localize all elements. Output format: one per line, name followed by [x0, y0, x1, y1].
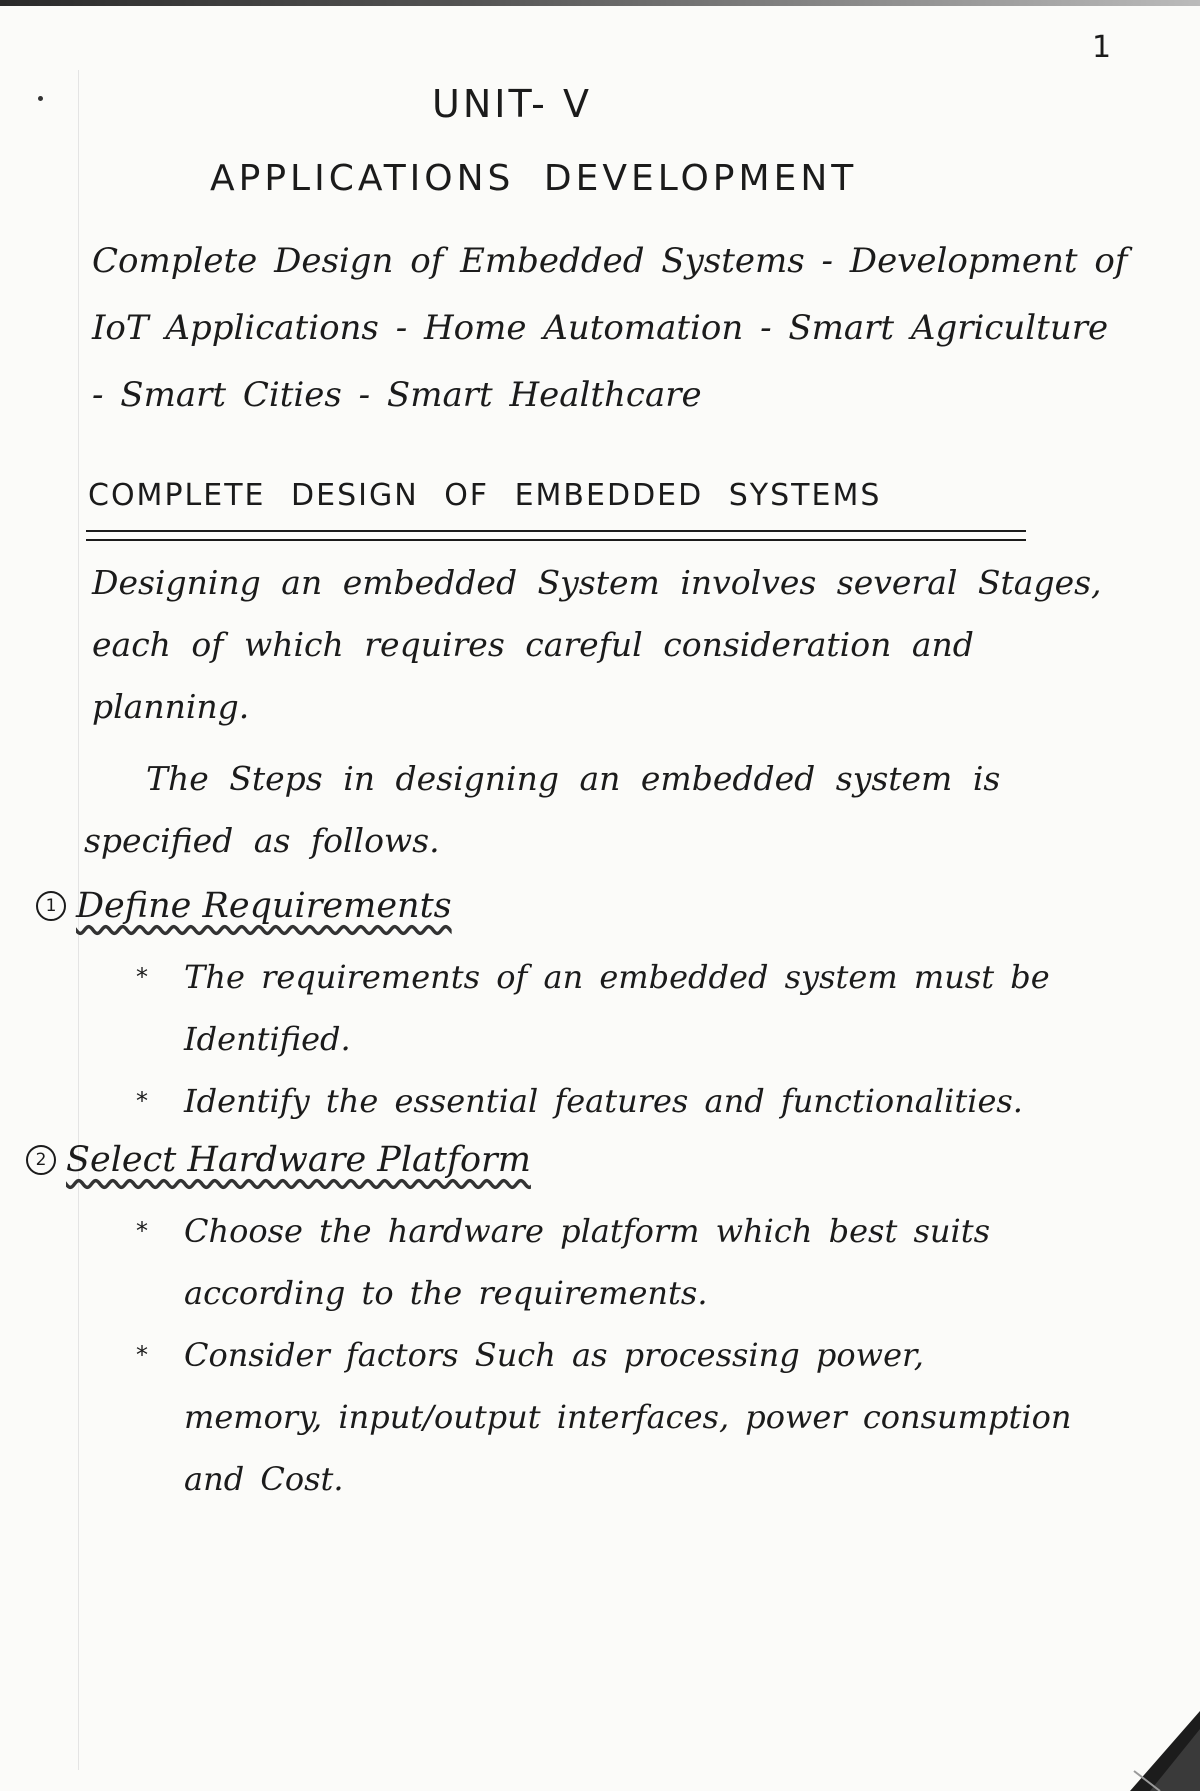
step-number: 2 [26, 1145, 56, 1175]
syllabus-topics: Complete Design of Embedded Systems - Development of IoT Applications - Home Automation - Smart Agriculture - Smart Cities - Smart Healthcare [92, 241, 1128, 415]
asterisk-bullet-icon: * [136, 963, 148, 991]
unit-title: UNIT- V [432, 82, 592, 126]
asterisk-bullet-icon: * [136, 1341, 148, 1369]
list-item [136, 946, 1076, 1070]
step-bullet-list [136, 946, 1076, 1132]
list-item [136, 1324, 1076, 1510]
steps-intro: The Steps in designing an embedded system is specified as follows. [84, 759, 1001, 860]
step-bullet-list [136, 1200, 1076, 1510]
section-heading-underline [86, 530, 1026, 541]
page-top-edge [0, 0, 1200, 6]
bullet-text: Identify the essential features and functionalities. [184, 1082, 1023, 1120]
bullet-text: Choose the hardware platform which best suits according to the requirements. [184, 1212, 991, 1312]
step-number: 1 [36, 891, 66, 921]
step-title: Define Requirements [76, 886, 452, 926]
list-item [136, 1070, 1076, 1132]
stray-ink-mark [38, 96, 43, 101]
bullet-text: The requirements of an embedded system must be Identified. [184, 958, 1050, 1058]
section-intro: Designing an embedded System involves several Stages, each of which requires careful consideration and planning. [92, 563, 1102, 726]
page-number: 1 [1092, 30, 1112, 65]
section-heading: COMPLETE DESIGN OF EMBEDDED SYSTEMS [88, 478, 882, 513]
bullet-text: Consider factors Such as processing power, memory, input/output interfaces, power consumption and Cost. [184, 1336, 1072, 1498]
chapter-title: APPLICATIONS DEVELOPMENT [210, 158, 858, 199]
step-heading [36, 886, 452, 926]
asterisk-bullet-icon: * [136, 1087, 148, 1115]
list-item [136, 1200, 1076, 1324]
asterisk-bullet-icon: * [136, 1217, 148, 1245]
step-title: Select Hardware Platform [66, 1140, 531, 1180]
step-heading [26, 1140, 531, 1180]
page-corner-fold [1130, 1711, 1200, 1791]
